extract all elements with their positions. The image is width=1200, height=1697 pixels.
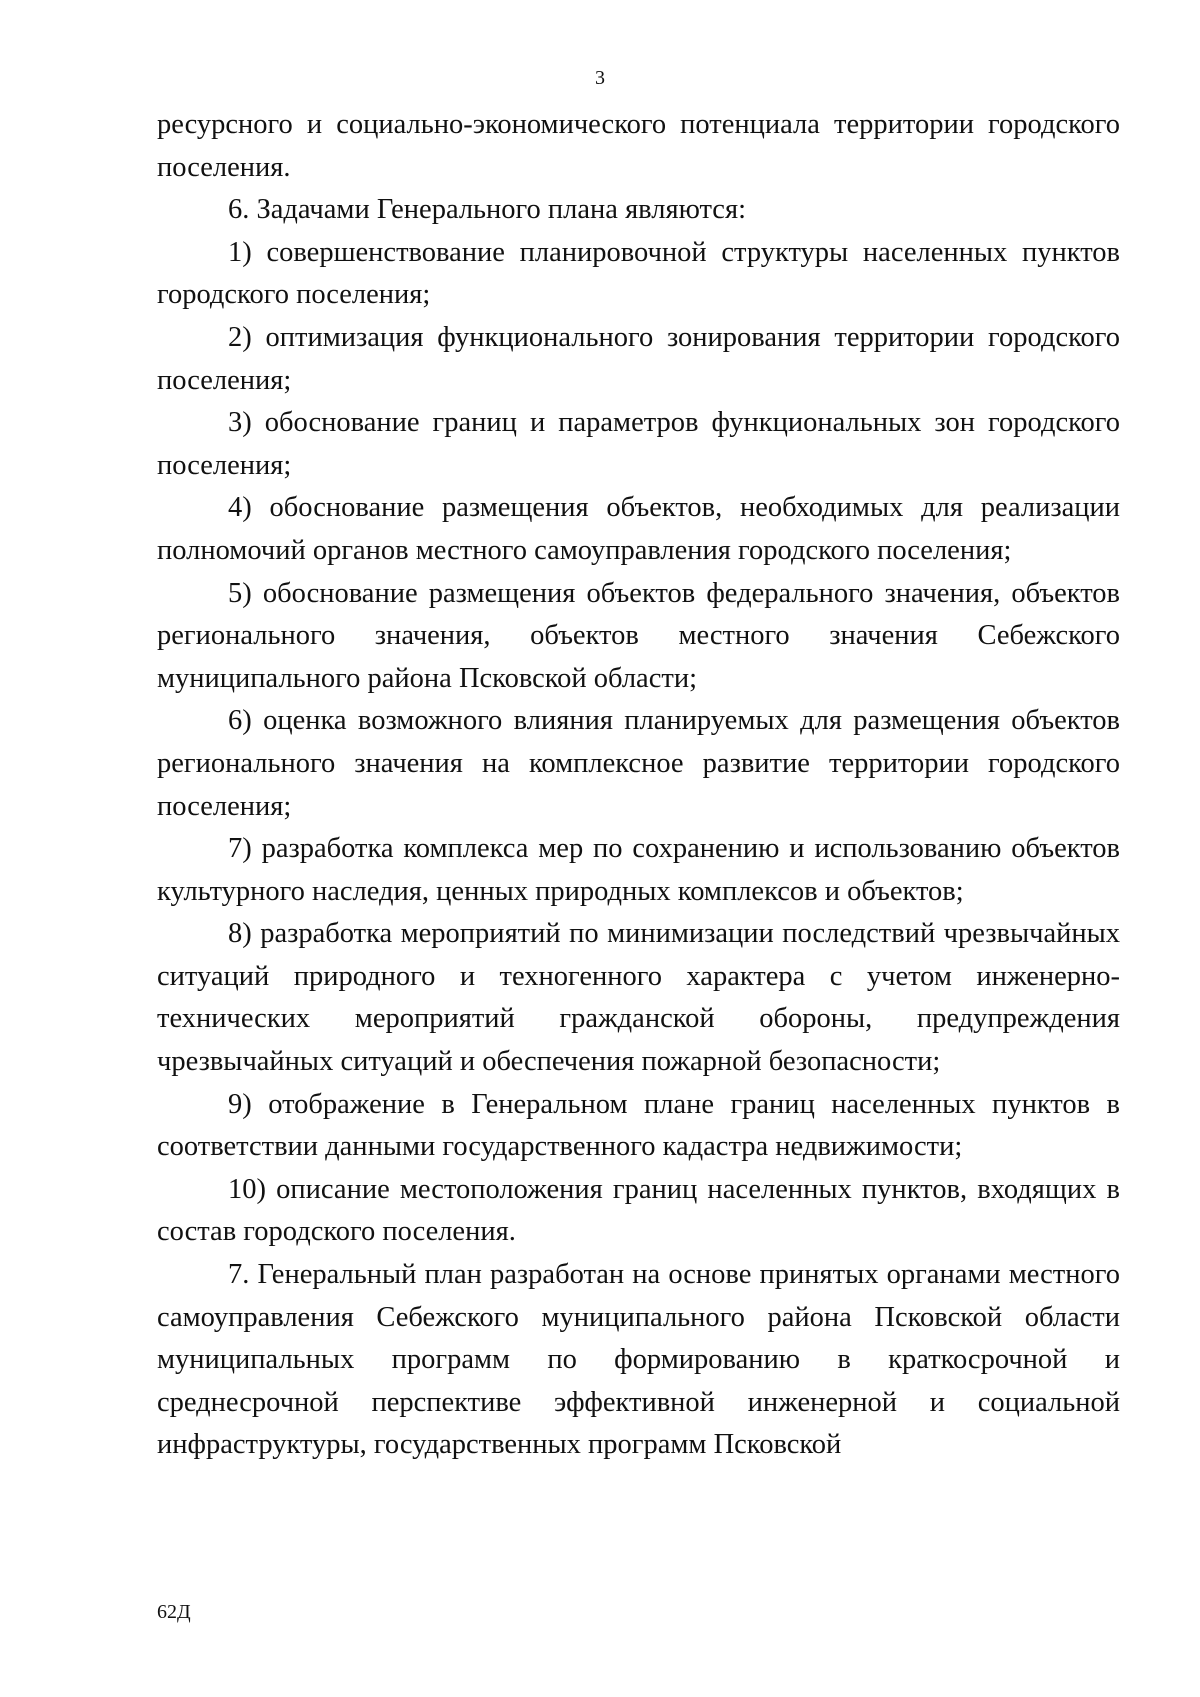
task-item-9: 9) отображение в Генеральном плане границ населенных пунктов в соответствии данными государственного кадастра недвижимости; [157,1088,1120,1163]
task-item-4: 4) обоснование размещения объектов, необходимых для реализации полномочий органов местного самоуправления городского поселения; [157,492,1120,566]
task-item-10: 10) описание местоположения границ населенных пунктов, входящих в состав городского поселения. [157,1173,1120,1248]
task-item-6: 6) оценка возможного влияния планируемых для размещения объектов регионального значения на комплексное развитие территории городского поселения; [157,705,1120,822]
task-item-1: 1) совершенствование планировочной структуры населенных пунктов городского поселения; [157,236,1120,311]
task-item-7: 7) разработка комплекса мер по сохранению и использованию объектов культурного наследия, ценных природных комплексов и объектов; [157,833,1120,907]
document-body [157,104,1120,1467]
paragraph-item-7: 7. Генеральный план разработан на основе принятых органами местного самоуправления Себежского муниципального района Псковской области муниципальных программ по формированию в краткосрочной и среднесрочной перспективе эффективной инженерной и социальной инфраструктуры, государственных программ Псковской [157,1259,1120,1461]
task-item-3: 3) обоснование границ и параметров функциональных зон городского поселения; [157,407,1120,481]
paragraph-continuation: ресурсного и социально-экономического потенциала территории городского поселения. [157,109,1120,183]
page-number: 3 [595,67,605,89]
task-item-8: 8) разработка мероприятий по минимизации последствий чрезвычайных ситуаций природного и техногенного характера с учетом инженерно-технических мероприятий гражданской обороны, предупреждения чрезвычайных ситуаций и обеспечения пожарной безопасности; [157,918,1120,1078]
paragraph-item-6: 6. Задачами Генерального плана являются: [228,194,746,226]
task-item-2: 2) оптимизация функционального зонирования территории городского поселения; [157,321,1120,396]
footer-code: 62Д [157,1601,191,1623]
task-item-5: 5) обоснование размещения объектов федерального значения, объектов регионального значения, объектов местного значения Себежского муниципального района Псковской области; [157,577,1120,694]
